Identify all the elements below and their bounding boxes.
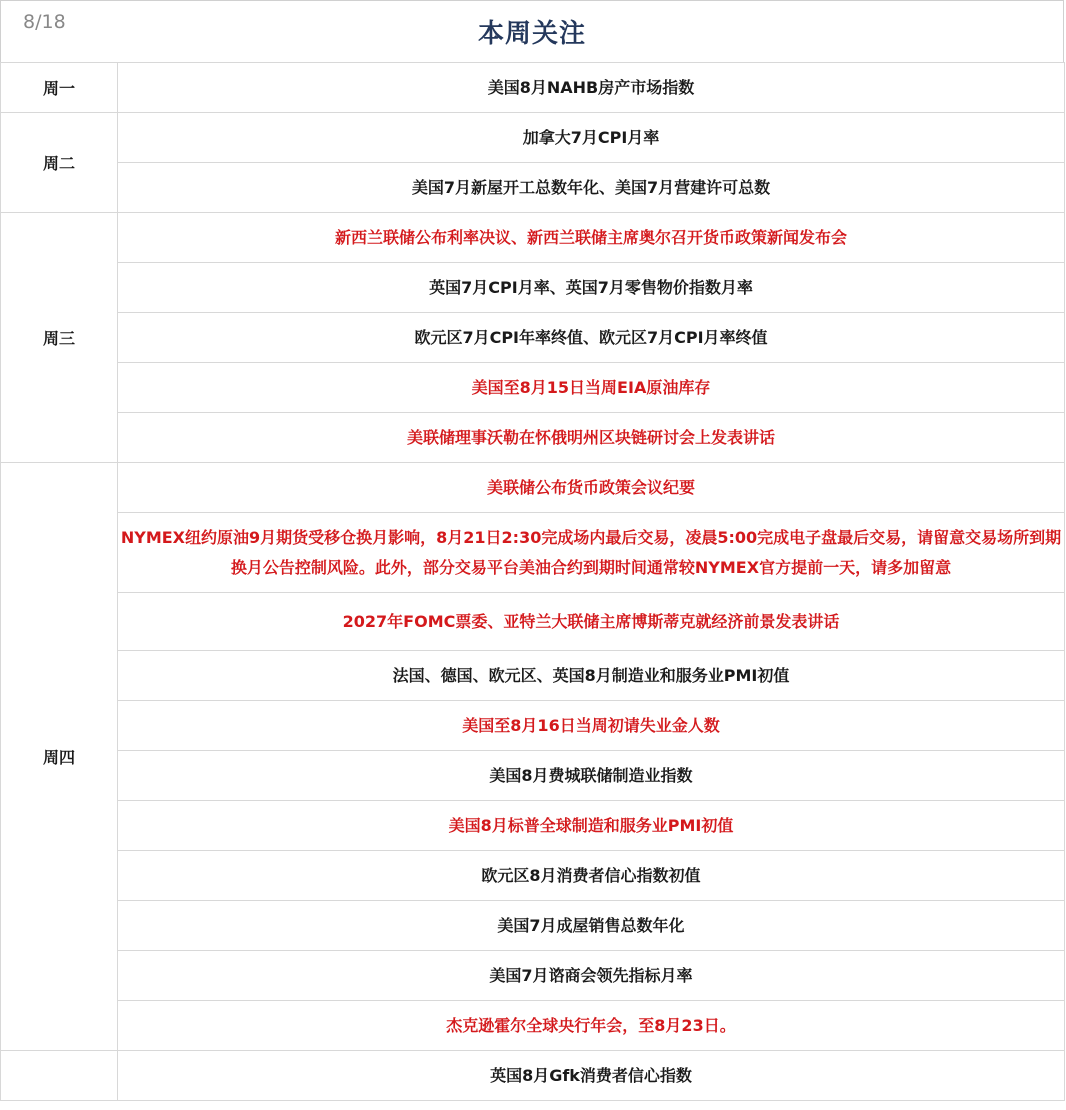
day-label: 周二 — [1, 113, 118, 213]
event-item-highlighted: 新西兰联储公布利率决议、新西兰联储主席奥尔召开货币政策新闻发布会 — [118, 213, 1065, 263]
table-row — [1, 413, 1065, 463]
event-item-highlighted: NYMEX纽约原油9月期货受移仓换月影响，8月21日2:30完成场内最后交易，凌晨5:00完成电子盘最后交易，请留意交易场所到期换月公告控制风险。此外，部分交易平台美油合约到期时间通常较NYMEX官方提前一天，请多加留意 — [118, 513, 1065, 593]
table-row — [1, 263, 1065, 313]
event-item: 法国、德国、欧元区、英国8月制造业和服务业PMI初值 — [118, 651, 1065, 701]
table-row — [1, 63, 1065, 113]
table-row — [1, 213, 1065, 263]
table-row — [1, 1001, 1065, 1051]
table-row — [1, 851, 1065, 901]
event-item-highlighted: 美国至8月16日当周初请失业金人数 — [118, 701, 1065, 751]
day-label: 周四 — [1, 463, 118, 1051]
schedule-body — [1, 63, 1065, 1101]
table-row — [1, 901, 1065, 951]
event-item-highlighted: 美联储理事沃勒在怀俄明州区块链研讨会上发表讲话 — [118, 413, 1065, 463]
page-title: 本周关注 — [477, 19, 586, 49]
day-label: 周三 — [1, 213, 118, 463]
table-row — [1, 651, 1065, 701]
table-row — [1, 163, 1065, 213]
table-row — [1, 513, 1065, 593]
table-row — [1, 951, 1065, 1001]
day-label: 周一 — [1, 63, 118, 113]
event-item: 美国7月谘商会领先指标月率 — [118, 951, 1065, 1001]
weekly-schedule-table — [0, 62, 1065, 1101]
event-item: 欧元区8月消费者信心指数初值 — [118, 851, 1065, 901]
event-item: 美国7月新屋开工总数年化、美国7月营建许可总数 — [118, 163, 1065, 213]
event-item-highlighted: 2027年FOMC票委、亚特兰大联储主席博斯蒂克就经济前景发表讲话 — [118, 593, 1065, 651]
event-item-highlighted: 美国至8月15日当周EIA原油库存 — [118, 363, 1065, 413]
event-item: 英国7月CPI月率、英国7月零售物价指数月率 — [118, 263, 1065, 313]
table-row — [1, 113, 1065, 163]
table-row — [1, 363, 1065, 413]
event-item: 美国8月费城联储制造业指数 — [118, 751, 1065, 801]
event-item-highlighted: 杰克逊霍尔全球央行年会，至8月23日。 — [118, 1001, 1065, 1051]
event-item: 美国8月NAHB房产市场指数 — [118, 63, 1065, 113]
event-item: 美国7月成屋销售总数年化 — [118, 901, 1065, 951]
header — [0, 0, 1064, 62]
event-item-highlighted: 美联储公布货币政策会议纪要 — [118, 463, 1065, 513]
table-row — [1, 1051, 1065, 1101]
table-row — [1, 463, 1065, 513]
day-label — [1, 1051, 118, 1101]
event-item-highlighted: 美国8月标普全球制造和服务业PMI初值 — [118, 801, 1065, 851]
table-row — [1, 593, 1065, 651]
table-row — [1, 313, 1065, 363]
page-date: 8/18 — [23, 11, 66, 33]
event-item: 欧元区7月CPI年率终值、欧元区7月CPI月率终值 — [118, 313, 1065, 363]
event-item: 加拿大7月CPI月率 — [118, 113, 1065, 163]
event-item: 英国8月Gfk消费者信心指数 — [118, 1051, 1065, 1101]
table-row — [1, 801, 1065, 851]
table-row — [1, 701, 1065, 751]
table-row — [1, 751, 1065, 801]
